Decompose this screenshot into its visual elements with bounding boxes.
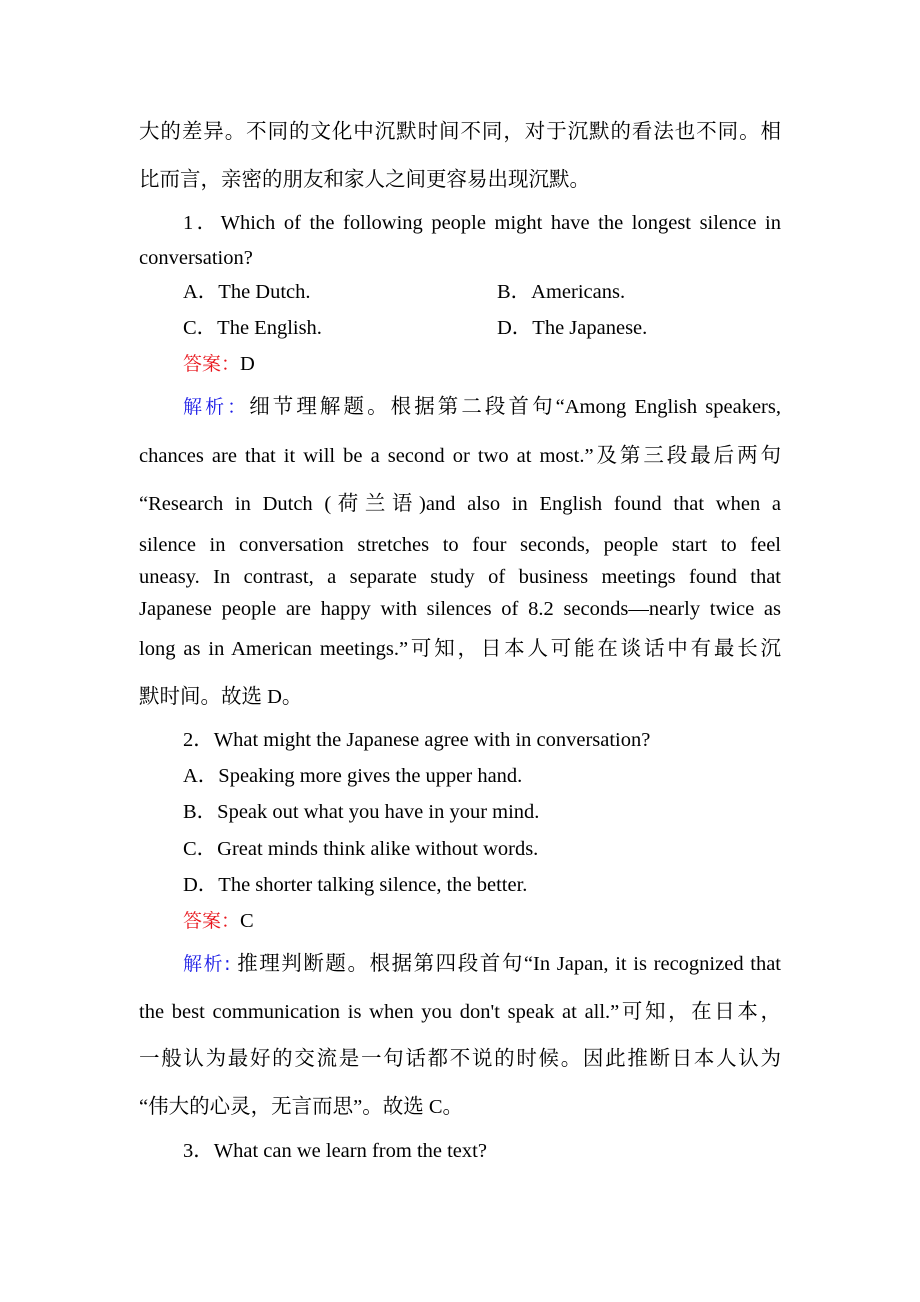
text-line [139,490,781,518]
text-line [139,442,781,470]
text-line [183,726,781,754]
line-text: uneasy. In contrast, a separate study of business meetings found that [139,566,781,588]
line-text: 1．Which of the following people might have the longest silence in [183,212,781,234]
text-line [183,907,781,935]
text-line [183,950,781,978]
line-text: D．The shorter talking silence, the better. [183,874,528,896]
line-text: 默时间。故选 D。 [139,686,303,708]
text-line [183,209,781,237]
analysis-label: 解析: [183,953,231,975]
option-second-column: D．The Japanese. [497,317,648,339]
line-text: chances are that it will be a second or two at most.”及第三段最后两句 [139,445,781,467]
line-text: A．Speaking more gives the upper hand. [183,765,523,787]
line-text: 细节理解题。根据第二段首句“Among English speakers, [249,396,781,418]
text-line [183,1137,781,1165]
text-line [139,683,781,711]
text-line [139,166,781,194]
line-text: Japanese people are happy with silences of 8.2 seconds—nearly twice as [139,598,781,620]
text-line [183,835,781,863]
line-text: 推理判断题。根据第四段首句“In Japan, it is recognized that [230,953,781,975]
text-line [183,762,781,790]
text-line [183,798,781,826]
line-text: B．Speak out what you have in your mind. [183,801,540,823]
line-text: 大的差异。不同的文化中沉默时间不同，对于沉默的看法也不同。相 [139,121,781,143]
text-line [139,998,781,1026]
text-line [183,871,781,899]
line-text: conversation? [139,247,253,269]
line-text: the best communication is when you don't speak at all.”可知，在日本， [139,1001,781,1023]
text-line [139,635,781,663]
answer-label: 答案： [183,910,241,932]
option-second-column: B．Americans. [497,281,626,303]
line-text: “伟大的心灵，无言而思”。故选 C。 [139,1096,463,1118]
analysis-label: 解析： [183,396,250,418]
text-line [139,1045,781,1073]
line-text: silence in conversation stretches to four seconds, people start to feel [139,534,781,556]
line-text: “Research in Dutch (荷兰语)and also in English found that when a [139,493,781,515]
text-line [139,244,781,272]
line-text: 一般认为最好的交流是一句话都不说的时候。因此推断日本人认为 [139,1048,781,1070]
line-text: C．Great minds think alike without words. [183,838,539,860]
line-text: A．The Dutch. [183,281,311,303]
text-line [139,1093,781,1121]
line-text: 2．What might the Japanese agree with in conversation? [183,729,651,751]
line-text: C [240,910,254,932]
text-line [139,118,781,146]
line-text: 3．What can we learn from the text? [183,1140,487,1162]
text-line [139,531,781,559]
answer-label: 答案： [183,353,241,375]
text-line [183,350,781,378]
text-line [139,563,781,591]
line-text: long as in American meetings.”可知，日本人可能在谈话中有最长沉 [139,638,781,660]
line-text: 比而言，亲密的朋友和家人之间更容易出现沉默。 [139,169,590,191]
text-line [183,393,781,421]
line-text: D [240,353,255,375]
line-text: C．The English. [183,317,322,339]
text-line [139,595,781,623]
text-line [183,314,781,342]
text-line [183,278,781,306]
